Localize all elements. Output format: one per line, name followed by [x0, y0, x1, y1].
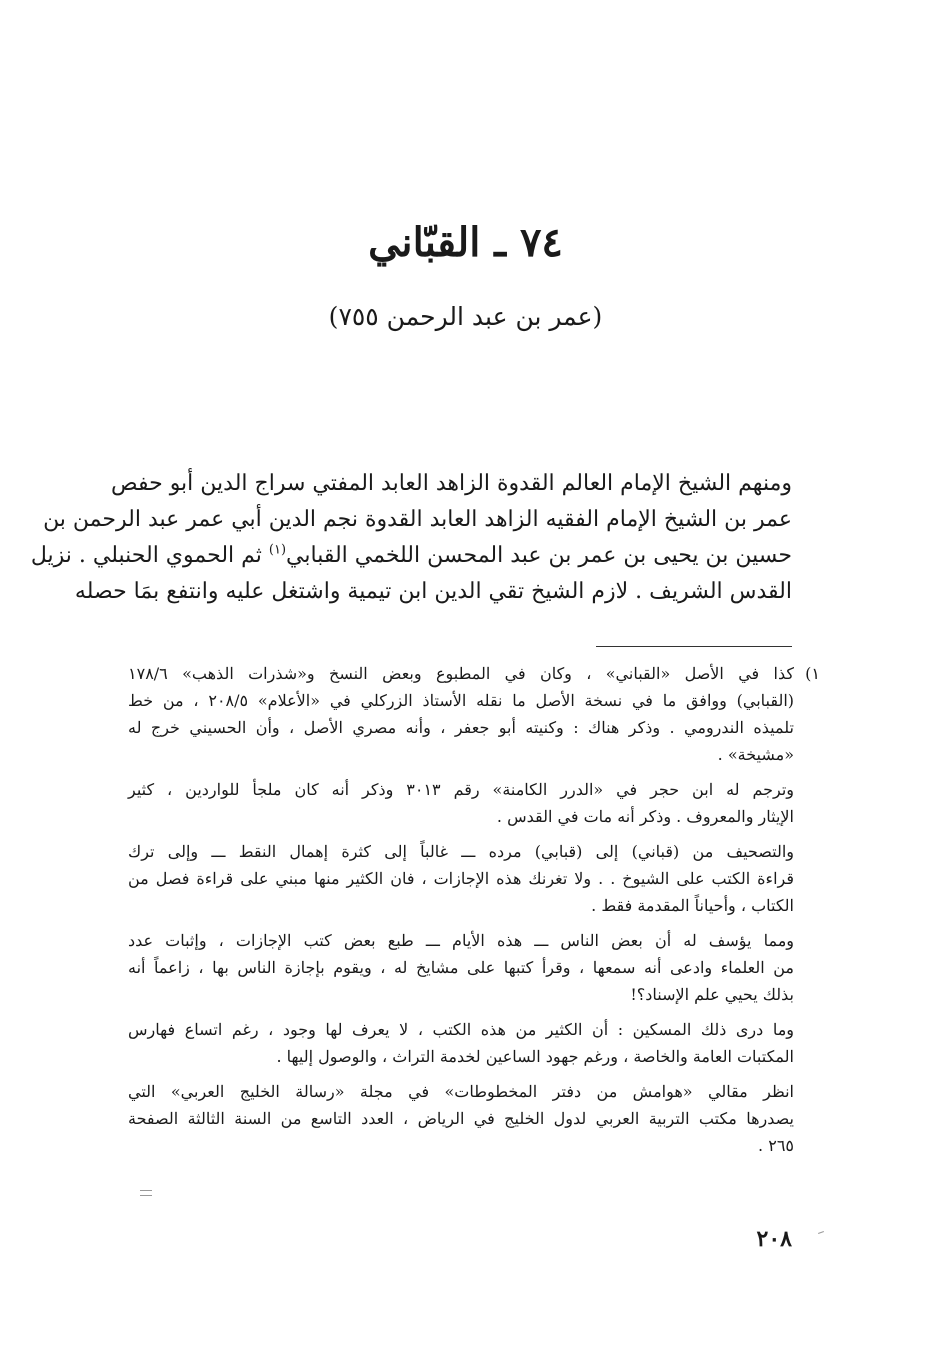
- footnote-paragraph: [128, 838, 794, 919]
- footnote-line: انظر مقالي «هوامش من دفتر المخطوطات» في مجلة «رسالة الخليج العربي» التي: [128, 1082, 794, 1101]
- footnote-paragraph: [128, 1078, 794, 1159]
- body-line: عمر بن الشيخ الإمام الفقيه الزاهد العابد القدوة نجم الدين أبي عمر عبد الرحمن بن: [43, 507, 792, 532]
- footnote-line: وترجم له ابن حجر في «الدرر الكامنة» رقم ٣٠١٣ وذكر أنه كان ملجأ للواردين ، كثير: [128, 780, 795, 799]
- footnote-line: كذا في الأصل «القباني» ، وكان في المطبوع وبعض النسخ و«شذرات الذهب» ١٧٨/٦: [128, 664, 794, 683]
- footnote-line: (القبابي) ووافق ما في نسخة الأصل ما نقله الأستاذ الزركلي في «الأعلام» ٢٠٨/٥ ، من خط: [128, 691, 795, 710]
- footnote-line: ٢٦٥ .: [758, 1136, 794, 1155]
- scan-artifact: [818, 1231, 824, 1234]
- body-line-part: حسين بن يحيى بن عمر بن عبد المحسن اللخمي القبابي: [286, 543, 792, 568]
- footnotes-section: [128, 660, 820, 1167]
- footnote-paragraph: [128, 776, 794, 830]
- footnote-line: المكتبات العامة والخاصة ، ورغم جهود الساعين لخدمة التراث ، والوصول إليها .: [276, 1047, 794, 1066]
- footnote-line: وما درى ذلك المسكين : أن الكثير من هذه الكتب ، لا يعرف لها وجود ، رغم اتساع فهارس: [128, 1020, 794, 1039]
- footnote-line: الإيثار والمعروف . وذكر أنه مات في القدس .: [496, 807, 794, 826]
- scan-artifact: [140, 1190, 152, 1196]
- footnote-line: يصدرها مكتب التربية العربي لدول الخليج في الرياض ، العدد التاسع من السنة الثالثة الصفحة: [128, 1109, 794, 1128]
- main-paragraph: [30, 466, 792, 610]
- footnote-line: بذلك يحيي علم الإسناد؟!: [630, 985, 794, 1004]
- body-line-with-ref: [30, 538, 792, 574]
- footnote-reference[interactable]: (١): [268, 542, 287, 558]
- footnote-paragraph: [128, 1016, 794, 1070]
- footnote-line: والتصحيف من (قباني) إلى (قبابي) مرده ـــ غالباً إلى كثرة إهمال النقط ـــ وإلى ترك: [128, 842, 794, 861]
- body-line-part: ثم الحموي الحنبلي . نزيل: [30, 543, 262, 568]
- footnote-separator: [596, 646, 792, 647]
- footnote-number: ١): [805, 664, 820, 683]
- footnote-1: [128, 660, 820, 768]
- footnote-line: قراءة الكتب على الشيوخ . . ولا تغرنك هذه الإجازات ، فان الكثير منها مبني على قراءة فصل من: [128, 869, 795, 888]
- footnote-line: من العلماء وادعى أنه سمعها ، وقرأ كتبها على مشايخ له ، ويقوم بإجازة الناس بها ، زاعماً أنه: [128, 958, 794, 977]
- footnote-line: «مشيخة» .: [717, 745, 794, 764]
- footnote-line: ومما يؤسف له أن بعض الناس ـــ هذه الأيام ـــ طبع بعض كتب الإجازات ، وإثبات عدد: [128, 931, 794, 950]
- body-line: ومنهم الشيخ الإمام العالم القدوة الزاهد العابد المفتي سراج الدين أبو حفص: [111, 471, 792, 496]
- footnote-paragraph: [128, 927, 794, 1008]
- footnote-line: تلميذه الندرومي . وذكر هناك : وكنيته أبو جعفر ، وأنه مصري الأصل ، وأن الحسيني خرج له: [128, 718, 794, 737]
- body-line: القدس الشريف . لازم الشيخ تقي الدين ابن تيمية واشتغل عليه وانتفع بمَا حصله: [74, 579, 792, 604]
- footnote-line: الكتاب ، وأحياناً المقدمة فقط .: [591, 896, 794, 915]
- chapter-title: ٧٤ ـ القبّاني: [368, 219, 563, 266]
- page-number: ٢٠٨: [756, 1226, 792, 1252]
- chapter-subtitle: (عمر بن عبد الرحمن ٧٥٥): [328, 302, 603, 331]
